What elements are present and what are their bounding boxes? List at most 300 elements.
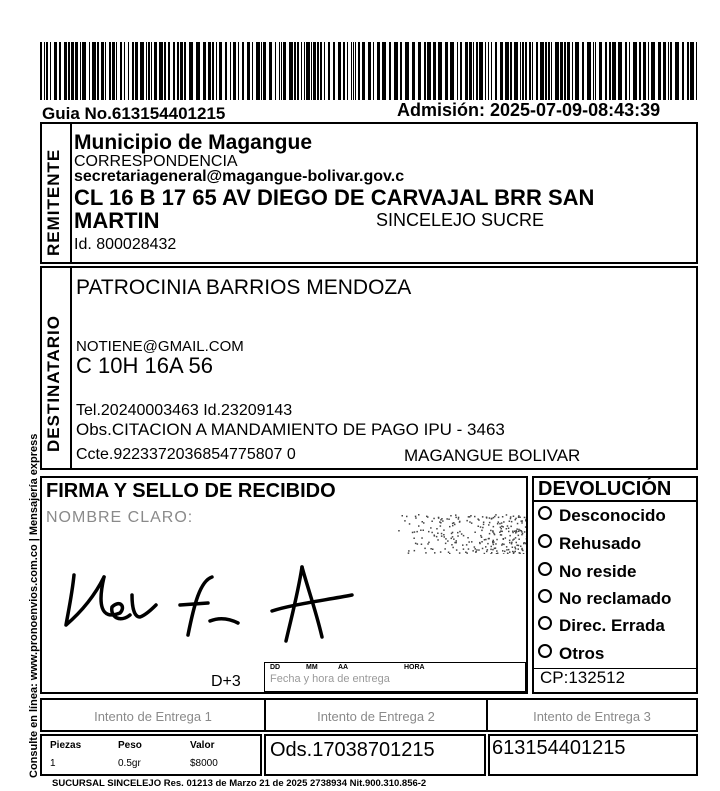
- noise-dot: [495, 543, 497, 545]
- noise-dot: [494, 516, 496, 518]
- noise-dot: [445, 543, 447, 545]
- noise-dot: [515, 518, 517, 520]
- noise-dot: [452, 532, 454, 534]
- noise-dot: [404, 520, 406, 522]
- noise-dot: [466, 544, 468, 546]
- noise-dot: [475, 548, 477, 550]
- noise-dot: [521, 548, 523, 550]
- barcode-bar: [609, 42, 611, 100]
- noise-dot: [508, 528, 510, 530]
- barcode-bar: [373, 42, 374, 100]
- noise-dot: [509, 551, 511, 553]
- noise-dot: [502, 550, 504, 552]
- noise-dot: [437, 539, 439, 541]
- barcode-bar: [233, 42, 236, 100]
- noise-dot: [431, 521, 433, 523]
- barcode-bar: [545, 42, 547, 100]
- barcode-bar: [135, 42, 138, 100]
- noise-dot: [523, 553, 525, 554]
- noise-dot: [416, 531, 418, 533]
- noise-dot: [481, 541, 483, 543]
- noise-dot: [452, 536, 454, 538]
- barcode-bar: [560, 42, 563, 100]
- barcode-bar: [412, 42, 415, 100]
- noise-dot: [482, 516, 484, 518]
- noise-dot: [444, 548, 446, 550]
- noise-dot: [443, 529, 445, 531]
- barcode-bar: [427, 42, 431, 100]
- noise-dot: [448, 552, 450, 554]
- noise-dot: [518, 548, 520, 550]
- noise-dot: [512, 547, 513, 549]
- barcode-bar: [670, 42, 672, 100]
- barcode-bar: [151, 42, 152, 100]
- noise-dot: [490, 553, 492, 554]
- noise-dot: [469, 521, 471, 523]
- barcode-bar: [536, 42, 538, 100]
- barcode-bar: [522, 42, 524, 100]
- noise-dot: [518, 535, 520, 537]
- barcode-bar: [605, 42, 607, 100]
- noise-dot: [398, 530, 400, 532]
- signature: [60, 555, 360, 650]
- return-option-label: No reside: [559, 562, 637, 581]
- noise-dot: [452, 547, 454, 549]
- barcode-bar: [682, 42, 684, 100]
- noise-dot: [478, 526, 480, 528]
- barcode-bar: [124, 42, 125, 100]
- barcode-bar: [230, 42, 231, 100]
- barcode-bar: [457, 42, 458, 100]
- barcode-bar: [317, 42, 319, 100]
- noise-dot: [485, 546, 487, 548]
- radio-circle-icon: [538, 562, 552, 576]
- barcode-bar: [643, 42, 646, 100]
- barcode-bar: [663, 42, 666, 100]
- barcode-bar: [491, 42, 492, 100]
- noise-dot: [488, 524, 490, 526]
- barcode-bar: [297, 42, 299, 100]
- noise-dot: [511, 521, 513, 523]
- barcode-bar: [687, 42, 689, 100]
- barcode-bar: [658, 42, 661, 100]
- noise-dot: [518, 517, 520, 519]
- noise-dot: [434, 535, 436, 537]
- barcode-bar: [164, 42, 166, 100]
- noise-dot: [454, 542, 456, 544]
- noise-dot: [521, 522, 523, 524]
- attempt-3: Intento de Entrega 3: [533, 709, 651, 724]
- barcode: [40, 42, 700, 100]
- noise-dot: [426, 516, 428, 518]
- postal-code: CP:132512: [540, 668, 626, 687]
- noise-dot: [456, 540, 458, 542]
- noise-dot: [505, 537, 507, 539]
- noise-dot: [506, 546, 508, 548]
- recipient-address: C 10H 16A 56: [76, 353, 213, 378]
- noise-dot: [481, 530, 483, 532]
- barcode-bar: [465, 42, 468, 100]
- noise-dot: [501, 534, 503, 536]
- barcode-bar: [629, 42, 630, 100]
- noise-dot: [421, 544, 423, 546]
- barcode-bar: [168, 42, 170, 100]
- noise-dot: [508, 531, 510, 533]
- return-option-no-reside[interactable]: [538, 562, 636, 582]
- barcode-bar: [256, 42, 260, 100]
- noise-dot: [484, 553, 486, 554]
- noise-dot: [459, 531, 461, 533]
- date-label-mm: MM: [306, 664, 318, 671]
- noise-dot: [512, 532, 514, 534]
- barcode-bar: [71, 42, 74, 100]
- noise-dot: [490, 549, 492, 551]
- noise-dot: [516, 528, 518, 530]
- radio-circle-icon: [538, 589, 552, 603]
- recipient-divider: [70, 268, 72, 468]
- noise-dot: [415, 543, 417, 545]
- recipient-label: DESTINATARIO: [44, 315, 63, 452]
- noise-dot: [503, 539, 505, 541]
- noise-dot: [498, 521, 500, 523]
- noise-dot: [406, 516, 408, 518]
- barcode-bar: [488, 42, 489, 100]
- barcode-bar: [80, 42, 81, 100]
- barcode-bar: [382, 42, 386, 100]
- sender-name: Municipio de Magangue: [74, 131, 313, 154]
- noise-dot: [414, 550, 416, 552]
- receipt-title: FIRMA Y SELLO DE RECIBIDO: [46, 480, 336, 502]
- weight-label: Peso: [118, 740, 142, 751]
- noise-dot: [508, 549, 510, 551]
- noise-dot: [413, 538, 415, 540]
- noise-dot: [506, 514, 508, 516]
- barcode-bar: [109, 42, 111, 100]
- noise-dot: [431, 532, 433, 534]
- noise-dot: [424, 548, 426, 550]
- footer-branch: SUCURSAL SINCELEJO Res. 01213 de Marzo 21 de 2025 2738934 Nit.900.310.856-2: [52, 778, 427, 789]
- noise-dot: [461, 533, 463, 535]
- attempt-2: Intento de Entrega 2: [317, 709, 435, 724]
- receipt-name-label: NOMBRE CLARO:: [46, 509, 194, 526]
- sender-address-line1: CL 16 B 17 65 AV DIEGO DE CARVAJAL BRR SAN: [74, 185, 595, 210]
- barcode-bar: [247, 42, 250, 100]
- noise-dot: [452, 523, 454, 525]
- noise-dot: [451, 544, 453, 546]
- barcode-bar: [177, 42, 179, 100]
- pieces-value: 1: [50, 758, 56, 769]
- guide-number: Guia No.613154401215: [42, 104, 226, 123]
- noise-dot: [501, 522, 503, 524]
- return-option-desconocido[interactable]: [538, 506, 666, 526]
- barcode-bar: [105, 42, 106, 100]
- noise-dot: [444, 536, 446, 538]
- noise-dot: [511, 542, 512, 544]
- noise-dot: [519, 517, 521, 519]
- sender-address-line2: MARTIN: [74, 208, 160, 233]
- barcode-bar: [216, 42, 217, 100]
- noise-dot: [516, 531, 518, 533]
- noise-dot: [512, 551, 514, 553]
- noise-dot: [468, 548, 470, 550]
- barcode-bar: [269, 42, 272, 100]
- noise-dot: [512, 539, 514, 541]
- barcode-bar: [418, 42, 421, 100]
- noise-dot: [421, 537, 423, 539]
- barcode-bar: [355, 42, 356, 100]
- barcode-bar: [225, 42, 227, 100]
- barcode-bar: [438, 42, 442, 100]
- sender-id: Id. 800028432: [74, 236, 177, 253]
- barcode-bar: [377, 42, 380, 100]
- noise-dot: [509, 535, 511, 537]
- attempt-1: Intento de Entrega 1: [94, 709, 212, 724]
- return-option-otros[interactable]: [538, 644, 604, 664]
- noise-dot: [522, 533, 524, 535]
- noise-dot: [518, 531, 520, 533]
- noise-dot: [495, 514, 497, 516]
- noise-dot: [493, 517, 495, 519]
- noise-dot: [515, 551, 517, 553]
- barcode-bar: [510, 42, 512, 100]
- barcode-bar: [351, 42, 352, 100]
- return-option-direc-errada[interactable]: [538, 616, 665, 636]
- noise-dot: [514, 547, 516, 549]
- noise-dot: [479, 543, 481, 545]
- noise-dot: [467, 537, 469, 539]
- barcode-bar: [368, 42, 371, 100]
- barcode-bar: [304, 42, 305, 100]
- barcode-bar: [675, 42, 679, 100]
- noise-dot: [459, 552, 461, 554]
- barcode-bar: [595, 42, 596, 100]
- noise-dot: [437, 533, 439, 535]
- noise-dot: [468, 541, 470, 543]
- noise-dot: [418, 514, 420, 516]
- return-option-label: No reclamado: [559, 589, 672, 608]
- barcode-bar: [294, 42, 296, 100]
- pieces-label: Piezas: [50, 740, 82, 751]
- barcode-bar: [97, 42, 99, 100]
- noise-dot: [523, 542, 525, 544]
- noise-dot: [525, 520, 526, 522]
- noise-dot: [440, 551, 442, 553]
- recipient-phone-id: Tel.20240003463 Id.23209143: [76, 402, 293, 419]
- returns-title-rule: [534, 500, 696, 502]
- noise-dot: [457, 535, 459, 537]
- noise-dot: [515, 548, 517, 550]
- noise-dot: [448, 519, 450, 521]
- guide-number-bottom: 613154401215: [492, 737, 626, 759]
- noise-dot: [453, 538, 455, 540]
- barcode-bar: [424, 42, 426, 100]
- barcode-bar: [593, 42, 594, 100]
- sender-city: SINCELEJO SUCRE: [376, 210, 545, 230]
- return-option-rehusado[interactable]: [538, 534, 641, 554]
- barcode-bar: [520, 42, 521, 100]
- barcode-bar: [582, 42, 584, 100]
- barcode-bar: [238, 42, 239, 100]
- noise-dot: [436, 536, 438, 538]
- recipient-email: NOTIENE@GMAIL.COM: [76, 338, 244, 355]
- noise-dot: [428, 531, 430, 533]
- noise-dot: [469, 516, 471, 518]
- radio-circle-icon: [538, 506, 552, 520]
- barcode-bar: [328, 42, 330, 100]
- noise-dot: [518, 545, 520, 547]
- barcode-bar: [625, 42, 627, 100]
- barcode-bar: [587, 42, 591, 100]
- noise-dot: [496, 553, 498, 554]
- noise-dot: [486, 517, 488, 519]
- noise-dot: [485, 539, 487, 541]
- barcode-bar: [564, 42, 566, 100]
- barcode-bar: [184, 42, 186, 100]
- noise-dot: [510, 518, 512, 520]
- noise-dot: [459, 521, 461, 523]
- noise-dot: [425, 552, 427, 554]
- value-label: Valor: [190, 740, 215, 751]
- noise-dot: [402, 515, 404, 517]
- noise-dot: [518, 529, 520, 531]
- barcode-bar: [132, 42, 134, 100]
- return-option-no-reclamado[interactable]: [538, 589, 671, 609]
- barcode-bar: [567, 42, 570, 100]
- noise-dot: [463, 535, 465, 537]
- barcode-bar: [173, 42, 175, 100]
- noise-dot: [452, 525, 454, 527]
- noise-dot: [443, 534, 445, 536]
- noise-dot: [482, 548, 484, 550]
- noise-dot: [524, 517, 526, 519]
- barcode-bar: [324, 42, 325, 100]
- noise-dot: [502, 526, 504, 528]
- noise-dot: [489, 517, 491, 519]
- noise-dot: [430, 548, 432, 550]
- noise-dot: [471, 541, 473, 543]
- noise-dot: [434, 552, 436, 554]
- noise-dot: [483, 524, 485, 526]
- barcode-bar: [219, 42, 222, 100]
- noise-dot: [417, 543, 419, 545]
- scan-noise: [398, 514, 526, 554]
- noise-dot: [456, 549, 458, 551]
- recipient-name: PATROCINIA BARRIOS MENDOZA: [76, 276, 412, 299]
- noise-dot: [493, 533, 495, 535]
- barcode-bar: [212, 42, 214, 100]
- recipient-city: MAGANGUE BOLIVAR: [404, 446, 581, 465]
- barcode-bar: [651, 42, 655, 100]
- noise-dot: [446, 518, 448, 520]
- noise-dot: [428, 542, 430, 544]
- noise-dot: [516, 545, 518, 547]
- noise-dot: [458, 517, 460, 519]
- noise-dot: [503, 544, 505, 546]
- barcode-bar: [68, 42, 70, 100]
- barcode-bar: [128, 42, 129, 100]
- barcode-bar: [92, 42, 96, 100]
- barcode-bar: [668, 42, 669, 100]
- noise-dot: [415, 516, 417, 518]
- noise-dot: [422, 521, 424, 523]
- noise-dot: [496, 550, 498, 552]
- barcode-bar: [261, 42, 262, 100]
- noise-dot: [441, 533, 443, 535]
- barcode-bar: [485, 42, 486, 100]
- barcode-bar: [301, 42, 302, 100]
- noise-dot: [430, 527, 432, 529]
- noise-dot: [462, 544, 464, 546]
- barcode-bar: [154, 42, 157, 100]
- barcode-bar: [433, 42, 436, 100]
- date-label-dd: DD: [270, 664, 281, 671]
- barcode-bar: [400, 42, 402, 100]
- noise-dot: [510, 516, 512, 518]
- barcode-bar: [263, 42, 266, 100]
- noise-dot: [436, 528, 438, 530]
- noise-dot: [423, 530, 425, 532]
- return-option-label: Rehusado: [559, 534, 642, 553]
- noise-dot: [492, 531, 494, 533]
- barcode-bar: [389, 42, 391, 100]
- barcode-bar: [473, 42, 474, 100]
- noise-dot: [490, 530, 492, 532]
- barcode-bar: [618, 42, 622, 100]
- barcode-bar: [44, 42, 45, 100]
- noise-dot: [491, 546, 493, 548]
- barcode-bar: [540, 42, 544, 100]
- noise-dot: [420, 530, 422, 532]
- noise-dot: [440, 522, 442, 524]
- noise-dot: [414, 531, 416, 533]
- barcode-bar: [599, 42, 602, 100]
- noise-dot: [478, 549, 480, 551]
- noise-dot: [450, 515, 452, 517]
- barcode-bar: [275, 42, 276, 100]
- noise-dot: [498, 517, 500, 519]
- noise-dot: [513, 553, 515, 554]
- barcode-bar: [469, 42, 472, 100]
- noise-dot: [418, 525, 420, 527]
- barcode-bar: [54, 42, 57, 100]
- noise-dot: [466, 520, 468, 522]
- barcode-bar: [362, 42, 365, 100]
- noise-dot: [501, 526, 503, 528]
- noise-dot: [500, 530, 502, 532]
- barcode-bar: [445, 42, 448, 100]
- barcode-bar: [283, 42, 286, 100]
- noise-dot: [474, 516, 476, 518]
- barcode-bar: [120, 42, 122, 100]
- noise-dot: [427, 543, 429, 545]
- barcode-bar: [306, 42, 310, 100]
- noise-dot: [496, 539, 498, 541]
- barcode-bar: [313, 42, 316, 100]
- noise-dot: [484, 539, 486, 541]
- barcode-bar: [82, 42, 86, 100]
- barcode-bar: [450, 42, 454, 100]
- sender-email: secretariageneral@magangue-bolivar.gov.c: [74, 168, 405, 185]
- noise-dot: [511, 543, 513, 545]
- barcode-bar: [551, 42, 552, 100]
- noise-dot: [474, 532, 476, 534]
- noise-dot: [506, 528, 508, 530]
- sender-label: REMITENTE: [44, 148, 63, 256]
- noise-dot: [489, 533, 491, 535]
- noise-dot: [481, 537, 483, 539]
- barcode-bar: [64, 42, 67, 100]
- noise-dot: [440, 525, 442, 527]
